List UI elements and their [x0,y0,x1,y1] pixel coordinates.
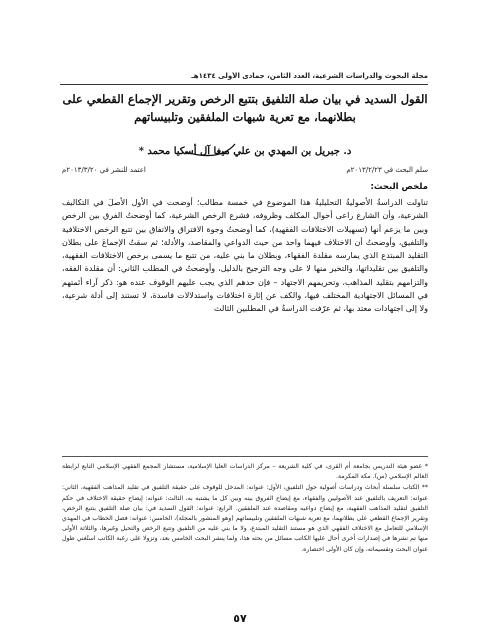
abstract-heading: ملخص البحث: [370,182,428,192]
article-author: د. جبريل بن المهدي بن علي ميغا آل أسكيا محمد * [138,146,352,157]
footnotes [62,462,428,556]
decorative-flourish [180,142,240,166]
approved-date: اعتمد للنشر في ٢٠١٣/٣/٢٠م [62,166,146,174]
footnote-series: ** الكتاب سلسلة أبحاث ودراسات أصولية حول التلفيق، الأول: عنوانه: المدخل للوقوف على حقيقة التلفيق في تقليد المذاهب الفقهية، الثاني: عنوانه: التعريف بالتلفيق عند الأصوليين والفقهاء، مع إيضاح الفروق بينه وبين كل ما يشتبه به، الثالث: عنوانه: إيضاح حقيقة الاختلاف في حكم التلفيق لتقليد المذاهب الفقهية، مع إيضاح دواعيه ومقاصده عند الملفقين. الرابع: عنوانه: القول السديد في: بيان صلة التلفيق بتتبع الرخص، وتقرير الإجماع القطعي على بطلانهما، مع تعرية شبهات الملفقين وتلبيساتهم (وهو المنشور بالمجلة)، الخامس: عنوانه: فصل الخطاب في المهدي الإسلامي للتعامل مع الاختلاف الفقهي الذي هو مستند التقليد المبتدع، ولا ما بني عليه من التلفيق وتتبع الرخص والتحيل وغيرها، والثلاثة الأولى منها تم نشرها في إصدارات أخرى أحال عليها الكاتب مسائل من بحثه هذا، ولما ينشر البحث الخامس بعد، وتزولا على رغبة الكاتب استُغني طول عنوان البحث وتقسيماته، وإن كان الأولى اختصاره. [62,484,428,553]
header-rule [60,84,428,85]
footnote-author: * عضو هيئة التدريس بجامعة أم القرى، في كلية الشريعة – مركز الدراسات العليا الإسلامية، مستشار المجمع الفقهي الإسلامي التابع لرابطة العالم الإسلامي (س). مكة المكرمة. [62,463,428,481]
article-title: القول السديد في بيان صلة التلفيق بتتبع الرخص وتقرير الإجماع القطعي على بطلانهما، مع تعرية شبهات الملفقين وتلبيساتهم [62,92,428,124]
journal-header: مجلة البحوث والدراسات الشرعية، العدد الثامن، جمادى الأولى ١٤٣٤هـ [191,72,428,80]
abstract-body: تناولت الدراسةُ الأصوليةُ التحليليةُ هذا الموضوع في خمسة مطالب؛ أوضحت في الأول الأصلَ في التكاليف الشرعية، وأن الشارع راعى أحوال المكلف وظروفه، فشرع الرخص الشرعية، كما أوضحتُ الفرق بين الرخص وبين ما يزعم أنها (تسهيلات الاختلافات الفقهية)، كما أوضحتُ وجوهَ الافتراق والاتفاق بين تتبع الرخص الاختلافية والتلفيق، وأوضحتُ أن الاختلاف فيهما واحد من حيث الدواعي والمقاصد، والأدلة؛ ثم سقتُ الإجماعَ على بطلان التقليد المبتدع الذي يمارسه مقلدة الفقهاء، وبطلان ما بني عليه، من تتبع ما يسمى برخص الاختلافات الفقهية، والتلفيق بين تقليداتها، والتخير منها لا على وجه الترجيح بالدليل، وأوضحتُ في المطلب الثاني: أن مقلدة الفقه، والتزامهم بتقليد المذاهب، وتحريمهم الاجتهاد – فإن حدهم الذي يجب عليهم الوقوف عنده هو: ذكر آراء أئمتهم في المسائل الاجتهادية المختلف فيها، والكف عن إثارة اختلافات واستدلالات فاسدة، لا تستند إلى أدلة شرعية، ولا إلى اجتهادات معتد بها، ثم عرّفت الدراسةُ في المطلبين الثالث [62,198,428,314]
page-number: ٥٧ [233,612,247,625]
received-date: سلم البحث في ٢٠١٣/٢/٢٣م [346,166,428,174]
footnote-rule [62,456,428,457]
